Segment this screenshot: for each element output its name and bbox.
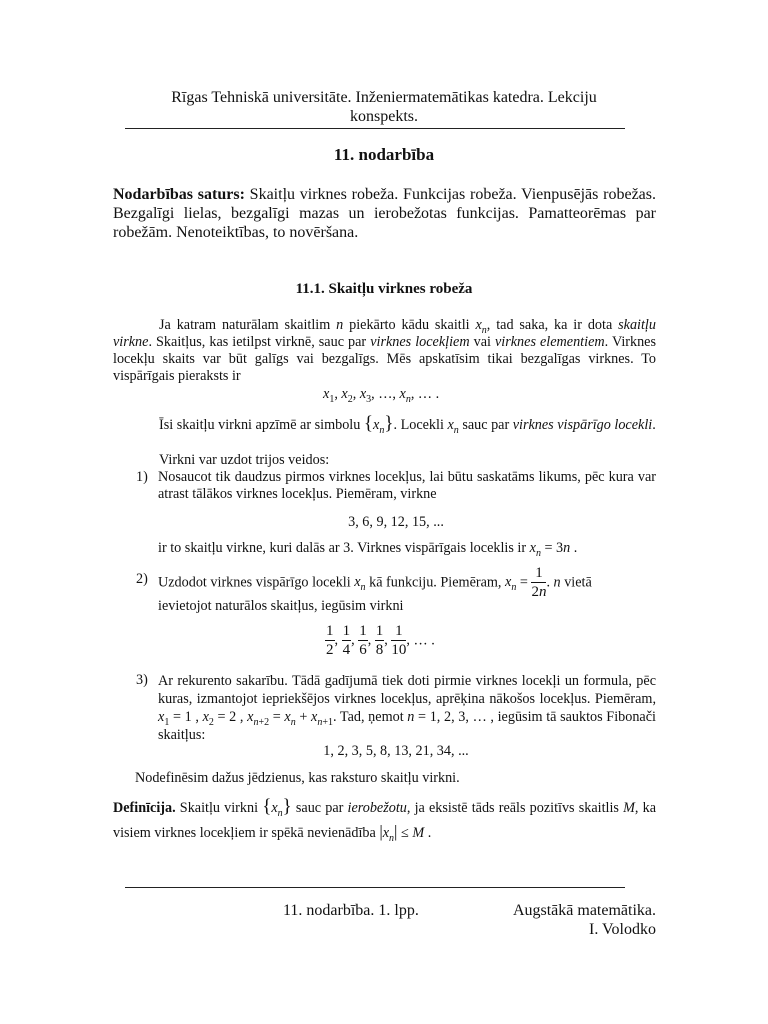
way2-text: Uzdodot virknes vispārīgo locekli $x_n$ kā funkciju. Piemēram, $x_n$ = $\frac{1}{2n}$ . n vietā: [158, 565, 592, 600]
fraction-sequence: $\frac{1}{2}$ , $\frac{1}{4}$ , $\frac{1}{6}$ , $\frac{1}{8}$ , $\frac{1}{10}$ , … .: [326, 623, 435, 658]
footer-author: I. Volodko: [589, 921, 656, 938]
term-virknes-elementi: virknes elementiem: [495, 334, 605, 350]
lesson-title: 11. nodarbība: [333, 145, 435, 164]
contents-text: Skaitļu virknes robeža. Funkcijas robeža. Vienpusējās robežas. Bezgalīgi lielas, bezgalīgi mazas un ierobežotas funkcijas. Pamatteorēmas par robežām. Nenoteiktības, to novēršana.: [113, 186, 656, 241]
sequence-symbol: $\{x_n\}$: [363, 413, 394, 436]
lesson-contents: [113, 185, 656, 242]
ways-intro: Virkni var uzdot trijos veidos:: [159, 452, 330, 468]
sequence-fraction: $\frac{1}{4}$: [342, 623, 351, 658]
list-number: 3): [136, 672, 148, 688]
term-virknes-loceklji: virknes locekļiem: [370, 334, 470, 350]
list-number: 2): [136, 571, 148, 587]
sequence-fraction: $\frac{1}{10}$: [391, 623, 407, 658]
formula-fraction: $\frac{1}{2n}$: [531, 565, 547, 600]
notation-paragraph: Īsi skaitļu virkni apzīmē ar simbolu $\{x_n\}$. Locekli $x_n$ sauc par virknes vispārīgo locekli.: [159, 413, 656, 436]
sequence-general-form: $x_1$, $x_2$, $x_3$, …, $x_n$, … .: [323, 386, 440, 405]
sequence-fraction: $\frac{1}{6}$: [359, 623, 367, 658]
footer-divider: [125, 887, 625, 888]
way1-after: ir to skaitļu virkne, kuri dalās ar 3. Virknes vispārīgais loceklis ir $x_n = 3n$ .: [158, 540, 578, 559]
header-line-2: konspekts.: [350, 108, 418, 125]
definition-label: Definīcija.: [113, 800, 176, 816]
footer-course: Augstākā matemātika. I. Volodko: [512, 902, 656, 938]
term-ierobezotu: ierobežotu: [347, 800, 407, 816]
intro-paragraph: Ja katram naturālam skaitlim n piekārto kādu skaitli $x_n$, tad saka, ka ir dota skaitļu virkne. Skaitļus, kas ietilpst virknē, sauc par virknes locekļiem vai virknes elementiem. Virknes locekļu skaits var būt galīgs vai bezgalīgs. Mēs apskatīsim tikai bezgalīgas virknes. To vispārīgais pieraksts ir: [113, 317, 657, 384]
definition: Definīcija. Skaitļu virkni $\{x_n\}$ sauc par ierobežotu, ja eksistē tāds reāls pozitīvs skaitlis M, ka visiem virknes locekļiem ir spēkā nevienādība $|x_n| \le M$ .: [113, 796, 656, 844]
term-vispariga-loceklis: virknes vispārīgo locekli: [512, 417, 653, 433]
way2-line2: ievietojot naturālos skaitļus, iegūsim virkni: [158, 598, 404, 614]
header-line-1: Rīgas Tehniskā universitāte. Inženiermatemātikas katedra. Lekciju: [171, 89, 597, 106]
conclusion: Nodefinēsim dažus jēdzienus, kas raksturo skaitļu virkni.: [135, 770, 460, 786]
contents-label: Nodarbības saturs:: [113, 186, 245, 203]
sequence-fraction: $\frac{1}{2}$: [326, 623, 334, 658]
fibonacci-sequence: 1, 2, 3, 5, 8, 13, 21, 34, ...: [323, 743, 469, 759]
section-title: 11.1. Skaitļu virknes robeža: [295, 281, 473, 297]
way3-text: Ar rekurento sakarību. Tādā gadījumā tiek doti pirmie virknes locekļi un formula, pēc kuras, izmantojot iepriekšējos virknes locekļus, aprēķina nākošos locekļus. Piemēram, $x_1 = 1$ , $x_2 = 2$ , $x_{n+2} = x_n + x_{n+1}$. Tad, ņemot n = 1, 2, 3, … , iegūsim tā sauktos Fibonači skaitļus:: [158, 673, 656, 743]
term-skaitlu-virkne: skaitļu virkne: [113, 317, 656, 350]
header-divider: [125, 128, 625, 129]
way1-text: Nosaucot tik daudzus pirmos virknes locekļus, lai būtu saskatāms likums, pēc kura var atrast tālākos virknes locekļus. Piemēram, virkne: [158, 469, 656, 502]
header-institution: [110, 88, 658, 126]
example-sequence: 3, 6, 9, 12, 15, ...: [348, 514, 444, 530]
sequence-fraction: $\frac{1}{8}$: [375, 623, 384, 658]
footer-page: 11. nodarbība. 1. lpp.: [283, 902, 419, 919]
list-number: 1): [136, 469, 148, 485]
